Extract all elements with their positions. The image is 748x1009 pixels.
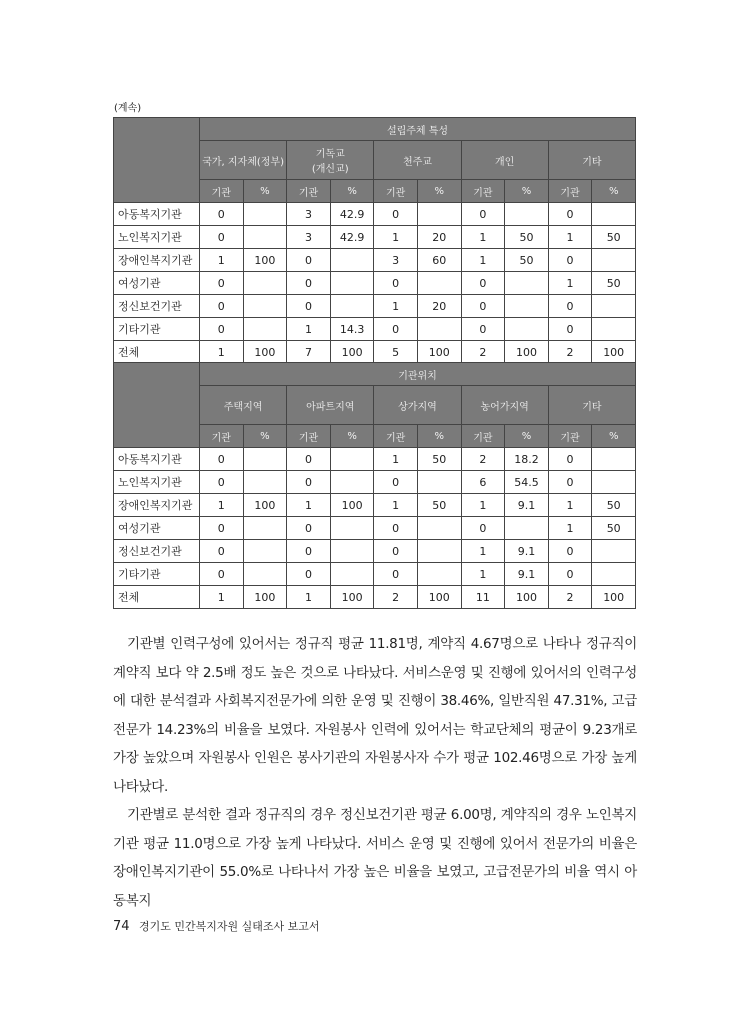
row-label: 정신보건기관 bbox=[114, 540, 200, 563]
table-cell: 100 bbox=[330, 494, 374, 517]
table-cell bbox=[505, 272, 549, 295]
table-cell: 1 bbox=[374, 494, 418, 517]
table-cell: 1 bbox=[287, 494, 331, 517]
table-row bbox=[114, 448, 636, 471]
table-cell: 0 bbox=[374, 272, 418, 295]
category-header: 국가, 지자체(정부) bbox=[200, 141, 287, 180]
table-cell: 18.2 bbox=[505, 448, 549, 471]
sub-header: 기관 bbox=[548, 180, 592, 203]
table-cell: 0 bbox=[287, 471, 331, 494]
table-row bbox=[114, 540, 636, 563]
table-cell: 1 bbox=[200, 341, 244, 364]
table-cell: 1 bbox=[461, 563, 505, 586]
sub-header: 기관 bbox=[461, 425, 505, 448]
table-cell: 1 bbox=[200, 494, 244, 517]
table-cell bbox=[243, 471, 287, 494]
table-cell: 1 bbox=[461, 494, 505, 517]
header-row-group bbox=[114, 363, 636, 386]
body-text bbox=[113, 630, 637, 915]
table-cell: 20 bbox=[417, 295, 461, 318]
table-cell: 100 bbox=[505, 341, 549, 364]
table-cell bbox=[417, 272, 461, 295]
table-cell: 0 bbox=[461, 203, 505, 226]
table-cell bbox=[592, 318, 636, 341]
sub-header: 기관 bbox=[287, 180, 331, 203]
table-cell: 0 bbox=[200, 295, 244, 318]
sub-header: % bbox=[592, 180, 636, 203]
sub-header: 기관 bbox=[461, 180, 505, 203]
table-row bbox=[114, 295, 636, 318]
table-cell: 50 bbox=[592, 272, 636, 295]
table-cell: 0 bbox=[200, 272, 244, 295]
table-cell: 54.5 bbox=[505, 471, 549, 494]
table-cell: 1 bbox=[374, 295, 418, 318]
category-header: 개인 bbox=[461, 141, 548, 180]
table-cell bbox=[330, 249, 374, 272]
table-cell bbox=[592, 295, 636, 318]
table-cell bbox=[592, 540, 636, 563]
sub-header: % bbox=[243, 180, 287, 203]
table-cell: 50 bbox=[505, 226, 549, 249]
row-label: 노인복지기관 bbox=[114, 226, 200, 249]
category-header: 농어가지역 bbox=[461, 386, 548, 425]
table-cell: 100 bbox=[330, 341, 374, 364]
table-cell: 1 bbox=[287, 586, 331, 609]
header-row-group bbox=[114, 118, 636, 141]
table-cell: 2 bbox=[548, 341, 592, 364]
sub-header: 기관 bbox=[374, 180, 418, 203]
sub-header: % bbox=[330, 425, 374, 448]
sub-header: 기관 bbox=[548, 425, 592, 448]
row-label: 기타기관 bbox=[114, 563, 200, 586]
table-row bbox=[114, 272, 636, 295]
table-row bbox=[114, 563, 636, 586]
page-number: 74 bbox=[113, 919, 130, 934]
table-cell bbox=[243, 272, 287, 295]
table-cell: 50 bbox=[592, 494, 636, 517]
table-row bbox=[114, 586, 636, 609]
table-cell: 0 bbox=[287, 272, 331, 295]
table-cell: 0 bbox=[461, 272, 505, 295]
category-header: 주택지역 bbox=[200, 386, 287, 425]
table-cell: 3 bbox=[287, 203, 331, 226]
category-header: 상가지역 bbox=[374, 386, 461, 425]
table-cell: 0 bbox=[287, 295, 331, 318]
table-cell: 1 bbox=[200, 249, 244, 272]
table-cell: 7 bbox=[287, 341, 331, 364]
sub-header: 기관 bbox=[200, 180, 244, 203]
table-cell bbox=[243, 448, 287, 471]
table-location bbox=[113, 362, 636, 609]
table-cell: 0 bbox=[548, 249, 592, 272]
table-cell: 2 bbox=[461, 341, 505, 364]
table-cell: 100 bbox=[243, 341, 287, 364]
table-cell bbox=[243, 226, 287, 249]
row-label: 아동복지기관 bbox=[114, 203, 200, 226]
table-cell: 0 bbox=[200, 226, 244, 249]
table-cell: 42.9 bbox=[330, 203, 374, 226]
table-cell: 60 bbox=[417, 249, 461, 272]
row-label: 정신보건기관 bbox=[114, 295, 200, 318]
row-label: 전체 bbox=[114, 586, 200, 609]
table-cell bbox=[592, 471, 636, 494]
table-cell: 50 bbox=[505, 249, 549, 272]
table-cell bbox=[592, 249, 636, 272]
table-cell: 0 bbox=[374, 517, 418, 540]
row-label: 여성기관 bbox=[114, 517, 200, 540]
table-cell bbox=[330, 540, 374, 563]
sub-header: 기관 bbox=[287, 425, 331, 448]
category-header: 아파트지역 bbox=[287, 386, 374, 425]
table-cell: 6 bbox=[461, 471, 505, 494]
table-cell bbox=[243, 295, 287, 318]
footer-title: 경기도 민간복지자원 실태조사 보고서 bbox=[139, 920, 320, 933]
table-cell bbox=[243, 517, 287, 540]
table-cell: 1 bbox=[548, 272, 592, 295]
sub-header: 기관 bbox=[374, 425, 418, 448]
paragraph-1: 기관별 인력구성에 있어서는 정규직 평균 11.81명, 계약직 4.67명으로 나타나 정규직이 계약직 보다 약 2.5배 정도 높은 것으로 나타났다. 서비스운영 및 진행에 있어서의 인력구성에 대한 분석결과 사회복지전문가에 의한 운영 및 진행이 38.46%, 일반직원 47.31%, 고급전문가 14.23%의 비율을 보였다. 자원봉사 인력에 있어서는 학교단체의 평균이 9.23개로 가장 높았으며 자원봉사 인원은 봉사기관의 자원봉사자 수가 평균 102.46명으로 가장 높게 나타났다. bbox=[113, 636, 637, 795]
table-cell: 3 bbox=[287, 226, 331, 249]
table-cell: 100 bbox=[417, 341, 461, 364]
table-cell bbox=[330, 471, 374, 494]
table-cell bbox=[417, 471, 461, 494]
table-cell bbox=[592, 203, 636, 226]
table-cell: 1 bbox=[461, 249, 505, 272]
table-cell bbox=[505, 318, 549, 341]
row-label: 장애인복지기관 bbox=[114, 494, 200, 517]
row-label: 장애인복지기관 bbox=[114, 249, 200, 272]
table-row bbox=[114, 494, 636, 517]
table-cell: 100 bbox=[330, 586, 374, 609]
table-cell: 2 bbox=[548, 586, 592, 609]
table-cell: 1 bbox=[461, 540, 505, 563]
table-cell: 0 bbox=[374, 203, 418, 226]
row-label: 전체 bbox=[114, 341, 200, 364]
table-cell: 42.9 bbox=[330, 226, 374, 249]
table-cell: 100 bbox=[243, 586, 287, 609]
row-label: 아동복지기관 bbox=[114, 448, 200, 471]
sub-header: % bbox=[417, 180, 461, 203]
table-cell: 50 bbox=[592, 226, 636, 249]
table-cell: 2 bbox=[461, 448, 505, 471]
table-row bbox=[114, 226, 636, 249]
table-cell: 0 bbox=[200, 448, 244, 471]
row-label: 노인복지기관 bbox=[114, 471, 200, 494]
sub-header: % bbox=[505, 425, 549, 448]
table-cell bbox=[243, 318, 287, 341]
table-cell: 50 bbox=[417, 448, 461, 471]
table-cell bbox=[417, 540, 461, 563]
table-cell: 0 bbox=[200, 540, 244, 563]
group-header: 설립주체 특성 bbox=[200, 118, 636, 141]
table-cell: 0 bbox=[200, 517, 244, 540]
table-cell: 0 bbox=[287, 249, 331, 272]
table-cell bbox=[417, 203, 461, 226]
table-cell bbox=[243, 203, 287, 226]
table-cell: 0 bbox=[374, 318, 418, 341]
sub-header: % bbox=[505, 180, 549, 203]
table-cell: 5 bbox=[374, 341, 418, 364]
table-cell: 100 bbox=[592, 341, 636, 364]
table-cell: 50 bbox=[592, 517, 636, 540]
table-cell: 1 bbox=[374, 448, 418, 471]
row-label: 여성기관 bbox=[114, 272, 200, 295]
table-cell: 0 bbox=[548, 318, 592, 341]
table-cell: 0 bbox=[548, 540, 592, 563]
table-cell: 100 bbox=[505, 586, 549, 609]
table-cell: 0 bbox=[374, 563, 418, 586]
table-cell: 100 bbox=[243, 249, 287, 272]
paragraph-2: 기관별로 분석한 결과 정규직의 경우 정신보건기관 평균 6.00명, 계약직의 경우 노인복지기관 평균 11.0명으로 가장 높게 나타났다. 서비스 운영 및 진행에 있어서 전문가의 비율은 장애인복지기관이 55.0%로 나타나서 가장 높은 비율을 보였고, 고급전문가의 비율 역시 아동복지 bbox=[113, 807, 637, 909]
table-cell: 100 bbox=[243, 494, 287, 517]
table-cell bbox=[330, 272, 374, 295]
corner-cell bbox=[114, 363, 200, 448]
table-cell: 14.3 bbox=[330, 318, 374, 341]
table-cell: 0 bbox=[200, 563, 244, 586]
table-cell bbox=[330, 517, 374, 540]
table-cell bbox=[330, 563, 374, 586]
table-cell: 2 bbox=[374, 586, 418, 609]
table-cell bbox=[592, 448, 636, 471]
table-cell bbox=[505, 517, 549, 540]
table-cell bbox=[417, 318, 461, 341]
table-cell: 1 bbox=[374, 226, 418, 249]
table-cell: 1 bbox=[200, 586, 244, 609]
page-footer bbox=[113, 918, 320, 934]
sub-header: % bbox=[417, 425, 461, 448]
corner-cell bbox=[114, 118, 200, 203]
table-cell: 0 bbox=[200, 203, 244, 226]
table-cell: 0 bbox=[548, 295, 592, 318]
table-row bbox=[114, 318, 636, 341]
table-cell bbox=[330, 295, 374, 318]
table-cell: 0 bbox=[374, 540, 418, 563]
table-cell: 0 bbox=[200, 471, 244, 494]
table-cell: 1 bbox=[461, 226, 505, 249]
table-row bbox=[114, 471, 636, 494]
sub-header: % bbox=[243, 425, 287, 448]
table-cell: 100 bbox=[417, 586, 461, 609]
table-cell: 1 bbox=[287, 318, 331, 341]
row-label: 기타기관 bbox=[114, 318, 200, 341]
category-header: 기타 bbox=[548, 386, 635, 425]
table-cell: 0 bbox=[548, 203, 592, 226]
sub-header: 기관 bbox=[200, 425, 244, 448]
table-cell bbox=[330, 448, 374, 471]
table-cell bbox=[505, 203, 549, 226]
table-cell bbox=[243, 540, 287, 563]
table-cell: 0 bbox=[374, 471, 418, 494]
table-cell: 0 bbox=[548, 471, 592, 494]
table-cell: 50 bbox=[417, 494, 461, 517]
table-cell bbox=[505, 295, 549, 318]
table-cell: 1 bbox=[548, 494, 592, 517]
table-cell: 20 bbox=[417, 226, 461, 249]
table-cell: 9.1 bbox=[505, 540, 549, 563]
table-cell: 100 bbox=[592, 586, 636, 609]
table-cell: 3 bbox=[374, 249, 418, 272]
group-header: 기관위치 bbox=[200, 363, 636, 386]
table-cell: 0 bbox=[287, 448, 331, 471]
table-founding-body bbox=[113, 117, 636, 364]
table-cell: 0 bbox=[287, 517, 331, 540]
table-cell: 0 bbox=[461, 517, 505, 540]
table-cell: 9.1 bbox=[505, 494, 549, 517]
table-cell bbox=[417, 517, 461, 540]
table-row bbox=[114, 517, 636, 540]
table-cell: 9.1 bbox=[505, 563, 549, 586]
table-row bbox=[114, 341, 636, 364]
category-header: 기타 bbox=[548, 141, 635, 180]
table-row bbox=[114, 203, 636, 226]
table-cell bbox=[417, 563, 461, 586]
table-cell: 0 bbox=[461, 318, 505, 341]
sub-header: % bbox=[330, 180, 374, 203]
table-cell: 1 bbox=[548, 517, 592, 540]
table-cell: 0 bbox=[200, 318, 244, 341]
table-cell: 0 bbox=[287, 540, 331, 563]
table-cell: 0 bbox=[287, 563, 331, 586]
table-cell bbox=[592, 563, 636, 586]
table-cell: 0 bbox=[548, 563, 592, 586]
table-cell: 0 bbox=[461, 295, 505, 318]
sub-header: % bbox=[592, 425, 636, 448]
table-cell: 1 bbox=[548, 226, 592, 249]
category-header: 천주교 bbox=[374, 141, 461, 180]
table-cell: 0 bbox=[548, 448, 592, 471]
table-cell bbox=[243, 563, 287, 586]
table-cell: 11 bbox=[461, 586, 505, 609]
continued-label: (계속) bbox=[114, 103, 142, 114]
category-header: 기독교 (개신교) bbox=[287, 141, 374, 180]
table-row bbox=[114, 249, 636, 272]
